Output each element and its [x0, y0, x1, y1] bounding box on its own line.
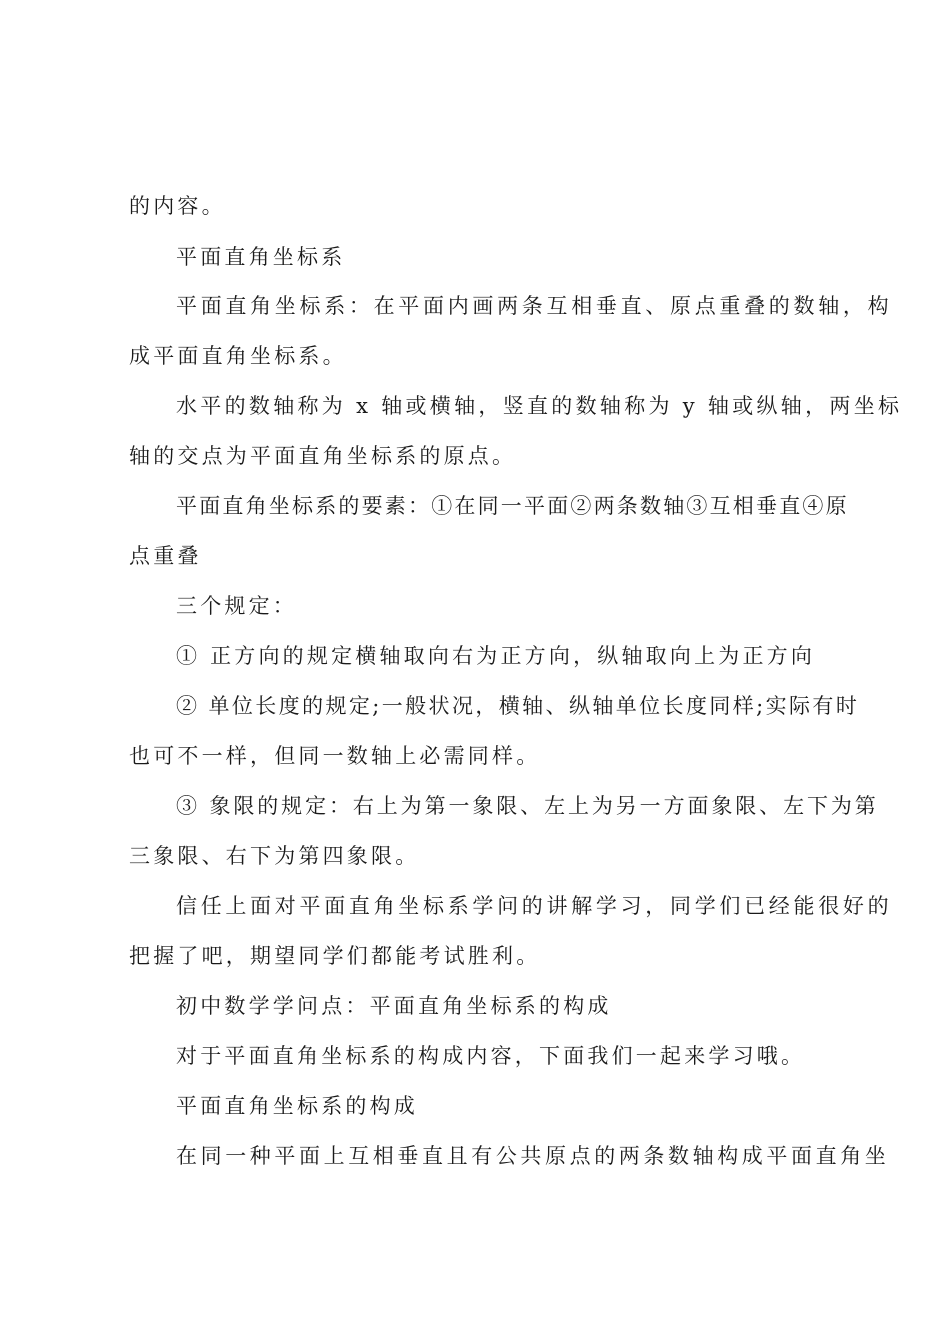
text-line: 信任上面对平面直角坐标系学问的讲解学习，同学们已经能很好的 [176, 894, 893, 918]
text-line: 在同一种平面上互相垂直且有公共原点的两条数轴构成平面直角坐 [176, 1144, 890, 1168]
text-line: 平面直角坐标系：在平面内画两条互相垂直、原点重叠的数轴，构 [176, 294, 893, 318]
text-line: 把握了吧，期望同学们都能考试胜利。 [129, 944, 541, 968]
section-heading: 平面直角坐标系 [176, 245, 346, 269]
list-item: ② 单位长度的规定;一般状况，横轴、纵轴单位长度同样;实际有时 [176, 694, 860, 718]
section-heading: 初中数学学问点：平面直角坐标系的构成 [176, 994, 612, 1018]
text-line: 三个规定： [176, 594, 297, 618]
text-line: 也可不一样，但同一数轴上必需同样。 [129, 744, 541, 768]
text-line: 三象限、右下为第四象限。 [129, 844, 420, 868]
text-line: 成平面直角坐标系。 [129, 344, 347, 368]
text-line: 水平的数轴称为 x 轴或横轴，竖直的数轴称为 y 轴或纵轴，两坐标 [176, 394, 903, 418]
list-item: ③ 象限的规定：右上为第一象限、左上为另一方面象限、左下为第 [176, 794, 879, 818]
text-line: 轴的交点为平面直角坐标系的原点。 [129, 444, 517, 468]
text-line: 点重叠 [129, 544, 202, 568]
list-item: ① 正方向的规定横轴取向右为正方向，纵轴取向上为正方向 [176, 644, 816, 668]
text-line: 的内容。 [129, 194, 226, 218]
section-heading: 平面直角坐标系的构成 [176, 1094, 418, 1118]
text-line: 平面直角坐标系的要素：①在同一平面②两条数轴③互相垂直④原 [176, 494, 849, 518]
text-line: 对于平面直角坐标系的构成内容，下面我们一起来学习哦。 [176, 1044, 806, 1068]
